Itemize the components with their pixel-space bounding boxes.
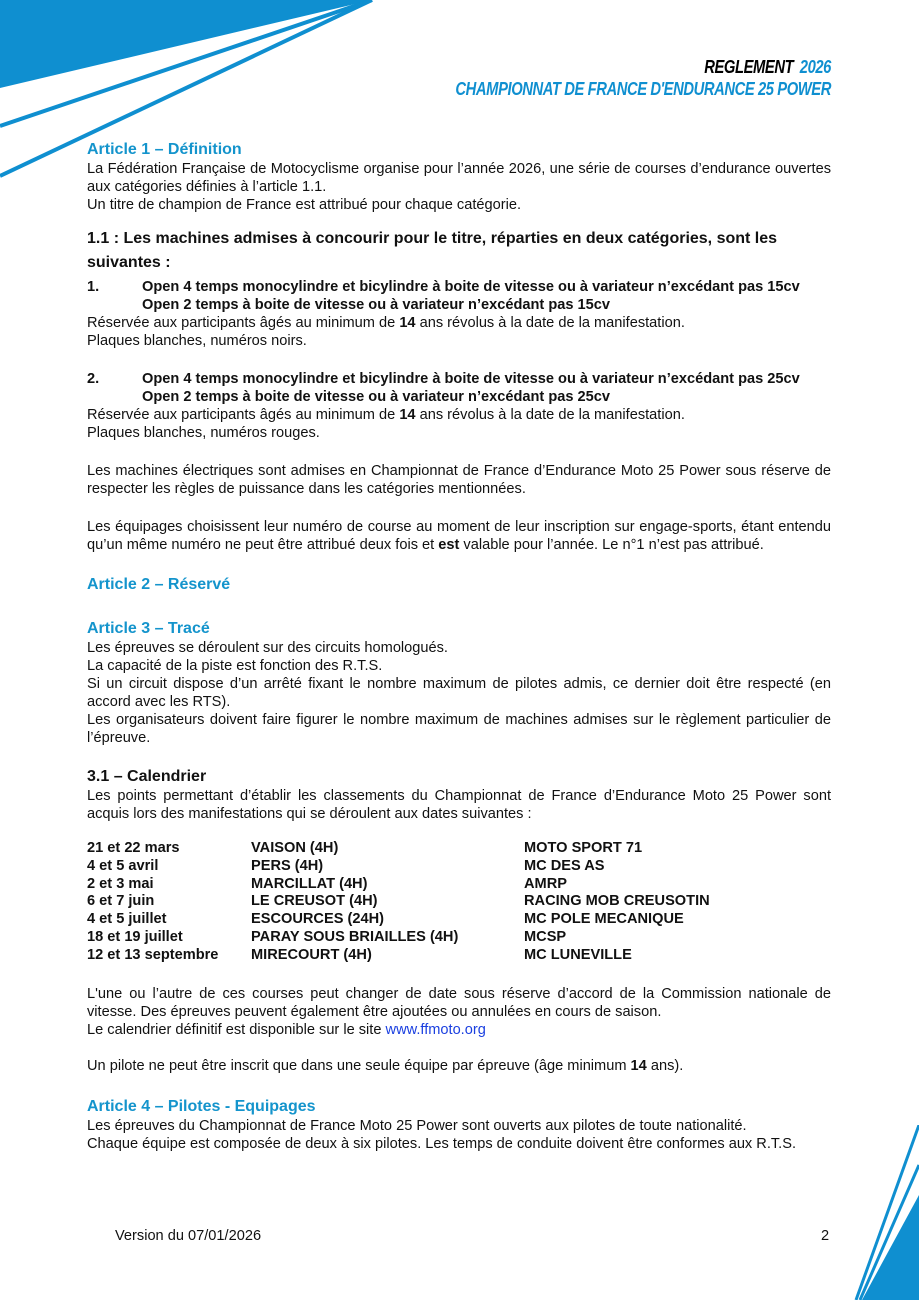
calendar-club: MC DES AS [524,857,605,874]
document-body [87,140,831,1153]
header-reglement: REGLEMENT [704,57,794,77]
category-age-requirement: Réservée aux participants âgés au minimum de 14 ans révolus à la date de la manifestation. [87,315,685,331]
category-line: Open 2 temps à boite de vitesse ou à variateur n’excédant pas 15cv [142,297,611,313]
page-number: 2 [821,1228,830,1244]
section-3-1-title: 3.1 – Calendrier [87,768,207,785]
calendar-club: RACING MOB CREUSOTIN [524,893,710,910]
electric-machines-paragraph: Les machines électriques sont admises en Championnat de France d’Endurance Moto 25 Power sous réserve de respecter les règles de puissance dans les catégories mentionnées. [87,463,831,497]
article-3-line: La capacité de la piste est fonction des R.T.S. [87,658,383,674]
header-championship: CHAMPIONNAT DE FRANCE D'ENDURANCE 25 POWER [455,79,831,99]
article-1-title-note: Un titre de champion de France est attribué pour chaque catégorie. [87,197,522,213]
category-plates: Plaques blanches, numéros rouges. [87,425,320,441]
article-4-title: Article 4 – Pilotes - Equipages [87,1097,316,1115]
calendar-club: MC POLE MECANIQUE [524,911,684,928]
calendar-club: MCSP [524,928,567,945]
ffmoto-link[interactable]: www.ffmoto.org [385,1021,486,1038]
calendar-change-notice: L'une ou l’autre de ces courses peut changer de date sous réserve d’accord de la Commission nationale de vitesse. Des épreuves peuvent également être ajoutées ou annulées en cours de saison. [87,985,831,1020]
calendar-venue: LE CREUSOT (4H) [251,893,378,910]
document-header [455,56,831,100]
calendar-date: 21 et 22 mars [87,840,180,856]
calendar-date: 4 et 5 avril [87,857,159,874]
category-line: Open 4 temps monocylindre et bicylindre à boite de vitesse ou à variateur n’excédant pas 25cv [142,371,800,387]
final-calendar-note: Le calendrier définitif est disponible sur le site www.ffmoto.org [87,1021,486,1038]
calendar-date: 6 et 7 juin [87,893,155,910]
calendar-date: 12 et 13 septembre [87,946,219,963]
category-plates: Plaques blanches, numéros noirs. [87,333,307,349]
section-1-1-title: 1.1 : Les machines admises à concourir pour le titre, réparties en deux catégories, sont les suivantes : [87,230,778,271]
pilot-registration-note: Un pilote ne peut être inscrit que dans une seule équipe par épreuve (âge minimum 14 ans). [87,1057,684,1074]
calendar-date: 18 et 19 juillet [87,928,183,945]
article-1-title: Article 1 – Définition [87,141,242,158]
calendar-venue: MIRECOURT (4H) [251,946,372,963]
calendar-venue: ESCOURCES (24H) [251,911,384,928]
race-numbers-paragraph: Les équipages choisissent leur numéro de course au moment de leur inscription sur engage-sports, étant entendu qu’un même numéro ne peut être attribué deux fois et est valable pour l’année. Le n°1 n’est pas attribué. [87,519,831,553]
article-3-line: Les organisateurs doivent faire figurer le nombre maximum de machines admises sur le règlement particulier de l’épreuve. [87,712,831,746]
calendar-club: MC LUNEVILLE [524,946,632,963]
category-number: 2. [87,371,100,387]
calendar-date: 2 et 3 mai [87,875,154,892]
article-3-line: Si un circuit dispose d’un arrêté fixant le nombre maximum de pilotes admis, ce dernier doit être respecté (en accord avec les RTS). [87,676,831,710]
article-1-intro: La Fédération Française de Motocyclisme organise pour l’année 2026, une série de courses d’endurance ouvertes aux catégories définies à l’article 1.1. [87,161,831,195]
category-2 [87,370,831,442]
calendar-intro: Les points permettant d’établir les classements du Championnat de France d’Endurance Moto 25 Power sont acquis lors des manifestations qui se déroulent aux dates suivantes : [87,788,831,822]
header-year: 2026 [799,57,831,77]
footer-stripes-decoration [850,1125,919,1300]
category-line: Open 4 temps monocylindre et bicylindre à boite de vitesse ou à variateur n’excédant pas 15cv [142,279,800,295]
calendar-venue: PARAY SOUS BRIAILLES (4H) [251,928,459,945]
category-line: Open 2 temps à boite de vitesse ou à variateur n’excédant pas 25cv [142,389,611,405]
article-3-line: Les épreuves se déroulent sur des circuits homologués. [87,640,448,656]
category-number: 1. [87,279,100,295]
article-4-line: Chaque équipe est composée de deux à six pilotes. Les temps de conduite doivent être conformes aux R.T.S. [87,1135,797,1152]
calendar-club: MOTO SPORT 71 [524,840,643,856]
calendar-venue: PERS (4H) [251,857,324,874]
calendar-table [87,840,831,965]
calendar-date: 4 et 5 juillet [87,911,167,928]
article-3-title: Article 3 – Tracé [87,620,210,637]
category-1 [87,278,831,350]
calendar-club: AMRP [524,875,567,892]
footer-version: Version du 07/01/2026 [115,1228,262,1244]
category-age-requirement: Réservée aux participants âgés au minimum de 14 ans révolus à la date de la manifestation. [87,407,685,423]
article-2-title: Article 2 – Réservé [87,576,231,593]
article-4-line: Les épreuves du Championnat de France Moto 25 Power sont ouverts aux pilotes de toute nationalité. [87,1117,747,1134]
calendar-venue: VAISON (4H) [251,840,339,856]
calendar-venue: MARCILLAT (4H) [251,875,368,892]
